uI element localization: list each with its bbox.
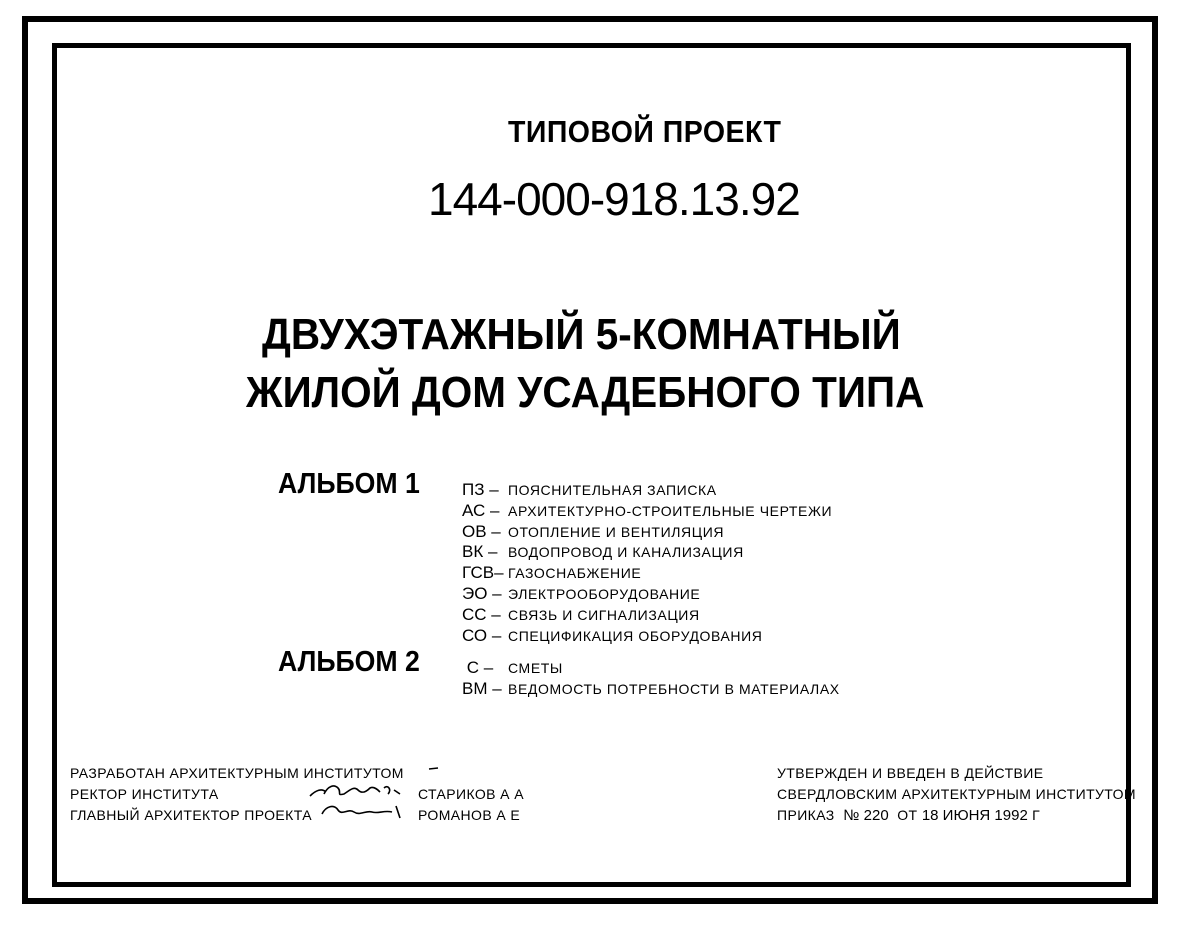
order-line: ПРИКАЗ № 220 ОТ 18 ИЮНЯ 1992 Г [777, 807, 1041, 824]
rector-label: РЕКТОР ИНСТИТУТА [70, 786, 219, 802]
list-item [462, 542, 832, 563]
section-name: СМЕТЫ [508, 660, 563, 676]
section-name: СПЕЦИФИКАЦИЯ ОБОРУДОВАНИЯ [508, 627, 763, 644]
list-item [462, 522, 832, 543]
section-name: ОТОПЛЕНИЕ И ВЕНТИЛЯЦИЯ [508, 523, 725, 540]
signature-image [308, 778, 416, 824]
album-1-label: АЛЬБОМ 1 [278, 468, 420, 500]
project-type-heading: ТИПОВОЙ ПРОЕКТ [508, 114, 782, 149]
list-item [462, 584, 832, 605]
list-item [462, 605, 832, 626]
section-name: ПОЯСНИТЕЛЬНАЯ ЗАПИСКА [508, 482, 717, 498]
list-item [462, 626, 832, 647]
names-block [418, 784, 524, 826]
section-name: ГАЗОСНАБЖЕНИЕ [508, 565, 642, 582]
section-code: ЭО – [462, 583, 502, 603]
section-code: ВК – [462, 542, 498, 562]
approval-line-1: УТВЕРЖДЕН И ВВЕДЕН В ДЕЙСТВИЕ [777, 765, 1044, 781]
chief-architect-label: ГЛАВНЫЙ АРХИТЕКТОР ПРОЕКТА [70, 807, 312, 823]
section-code: ГСВ– [462, 563, 504, 583]
inner-frame [52, 43, 1131, 887]
section-code: АС – [462, 500, 500, 520]
list-item [462, 658, 840, 679]
project-number: 144-000-918.13.92 [428, 173, 800, 225]
album-2-label: АЛЬБОМ 2 [278, 646, 420, 678]
section-name: ВОДОПРОВОД И КАНАЛИЗАЦИЯ [508, 544, 744, 561]
section-code: ВМ – [462, 678, 502, 698]
album-1-section-list [462, 480, 832, 646]
section-name: СВЯЗЬ И СИГНАЛИЗАЦИЯ [508, 606, 700, 623]
album-2-section-list [462, 658, 840, 700]
section-name: ВЕДОМОСТЬ ПОТРЕБНОСТИ В МАТЕРИАЛАХ [508, 680, 840, 697]
approval-block [777, 763, 1136, 826]
section-code: СО – [462, 625, 502, 645]
section-name: АРХИТЕКТУРНО-СТРОИТЕЛЬНЫЕ ЧЕРТЕЖИ [508, 502, 833, 519]
list-item [462, 563, 832, 584]
approval-line-2: СВЕРДЛОВСКИМ АРХИТЕКТУРНЫМ ИНСТИТУТОМ [777, 786, 1136, 802]
developed-by-line: РАЗРАБОТАН АРХИТЕКТУРНЫМ ИНСТИТУТОМ [70, 765, 404, 781]
list-item [462, 679, 840, 700]
section-code: ОВ – [462, 521, 501, 541]
rector-name: СТАРИКОВ А А [418, 786, 524, 802]
list-item [462, 501, 832, 522]
list-item [462, 480, 832, 501]
section-name: ЭЛЕКТРООБОРУДОВАНИЕ [508, 585, 701, 602]
title-line-1: ДВУХЭТАЖНЫЙ 5-КОМНАТНЫЙ [262, 310, 901, 359]
section-code: ПЗ – [462, 480, 499, 499]
section-code: СС – [462, 604, 501, 624]
chief-architect-name: РОМАНОВ А Е [418, 807, 521, 823]
section-code: С – [466, 658, 494, 677]
title-line-2: ЖИЛОЙ ДОМ УСАДЕБНОГО ТИПА [246, 368, 925, 417]
ink-mark [428, 766, 440, 772]
